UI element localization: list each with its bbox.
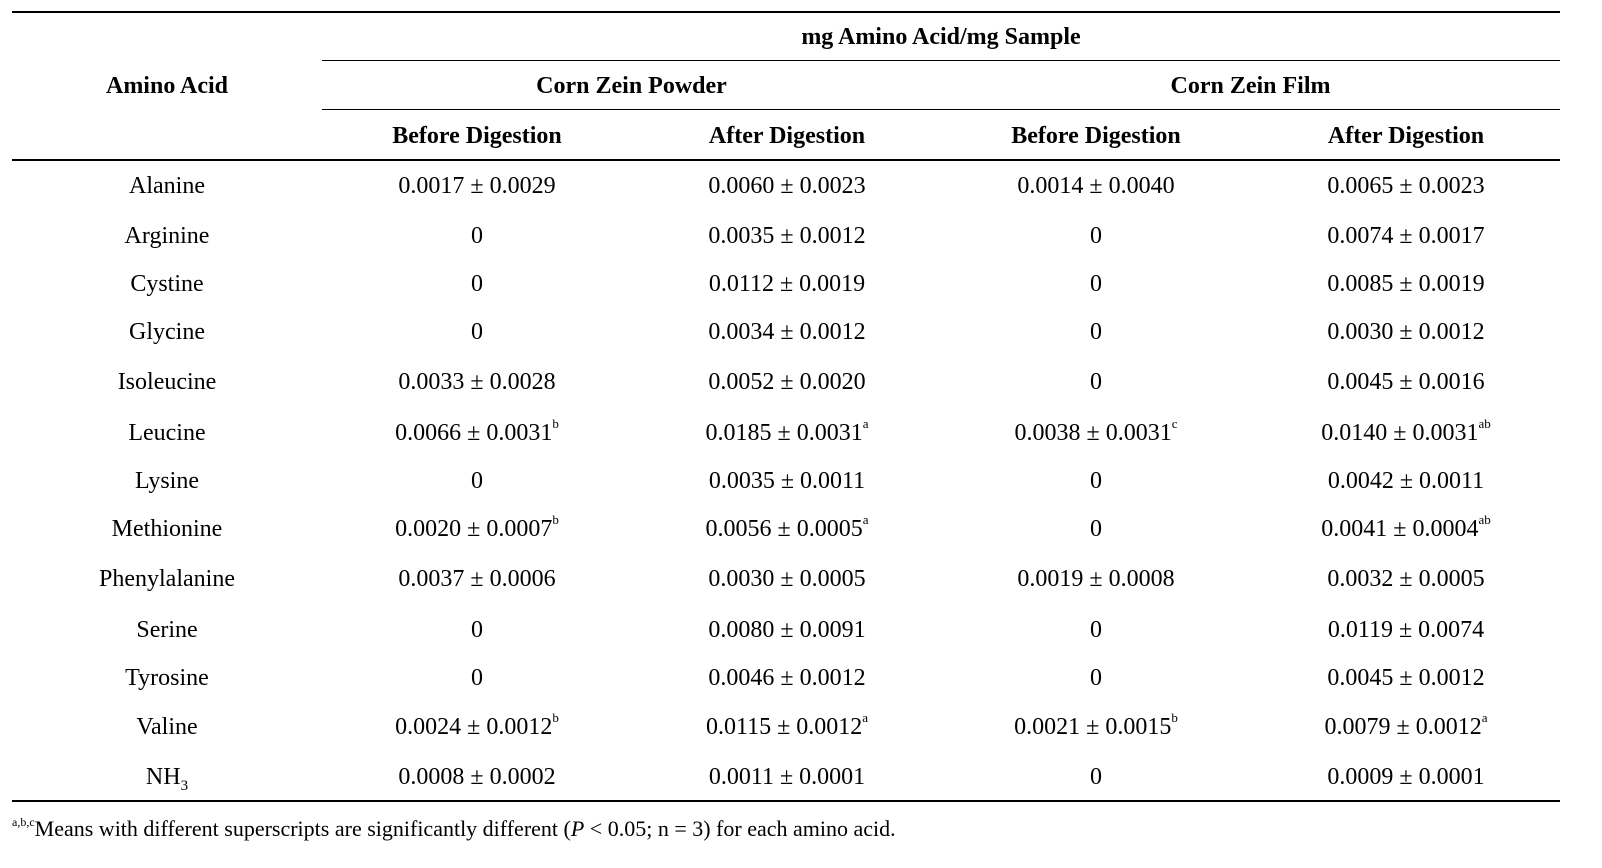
row-label — [12, 616, 322, 644]
table-cell — [322, 270, 632, 298]
cell-value: 0.0035 ± 0.0011 — [708, 468, 866, 494]
amino-acid-name: Alanine — [129, 173, 205, 199]
table-footnote — [12, 816, 896, 842]
table-cell — [322, 368, 632, 396]
table-cell — [632, 416, 942, 447]
cell-value: 0.0065 ± 0.0023 — [1327, 173, 1485, 199]
cell-value: 0.0024 ± 0.0012 — [395, 714, 553, 740]
amino-acid-name: Phenylalanine — [99, 566, 235, 592]
table-cell — [941, 467, 1251, 495]
table-cell — [322, 616, 632, 644]
table-cell — [941, 515, 1251, 543]
cell-value: 0.0045 ± 0.0016 — [1327, 369, 1485, 395]
cell-value: 0.0045 ± 0.0012 — [1327, 665, 1485, 691]
table-cell — [322, 318, 632, 346]
cell-value: 0.0033 ± 0.0028 — [398, 369, 556, 395]
cell-value: 0 — [471, 319, 483, 345]
cell-value: 0.0056 ± 0.0005 — [705, 516, 863, 542]
table-cell — [632, 710, 942, 741]
row-label — [12, 172, 322, 200]
amino-acid-name: Serine — [136, 617, 198, 643]
row-label — [12, 565, 322, 593]
table-cell — [1251, 368, 1561, 396]
cell-value: 0.0019 ± 0.0008 — [1017, 566, 1175, 592]
cell-value: 0.0034 ± 0.0012 — [708, 319, 866, 345]
amino-acid-name: Arginine — [124, 223, 210, 249]
cell-value: 0 — [1090, 617, 1102, 643]
table-cell — [1251, 172, 1561, 200]
subheader-rule — [322, 109, 1560, 110]
cell-value: 0.0038 ± 0.0031 — [1014, 420, 1172, 446]
table-cell — [322, 467, 632, 495]
cell-value: 0.0046 ± 0.0012 — [708, 665, 866, 691]
cell-value: 0.0032 ± 0.0005 — [1327, 566, 1485, 592]
table-cell — [632, 763, 942, 791]
table-cell — [322, 664, 632, 692]
cell-value: 0.0060 ± 0.0023 — [708, 173, 866, 199]
cell-value: 0.0074 ± 0.0017 — [1327, 223, 1485, 249]
table-cell — [1251, 763, 1561, 791]
row-label — [12, 368, 322, 396]
cell-value: 0 — [1090, 369, 1102, 395]
significance-superscript: ab — [1478, 512, 1491, 527]
cell-value: 0 — [471, 665, 483, 691]
amino-acid-name: Glycine — [129, 319, 205, 345]
table-cell — [1251, 467, 1561, 495]
significance-superscript: ab — [1478, 416, 1491, 431]
cell-value: 0.0080 ± 0.0091 — [708, 617, 866, 643]
cell-value: 0.0020 ± 0.0007 — [395, 516, 553, 542]
cell-value: 0 — [471, 617, 483, 643]
table-cell — [1251, 416, 1561, 447]
amino-acid-name: NH — [145, 764, 181, 790]
subheader-film-after: After Digestion — [1327, 123, 1485, 149]
group-header-film: Corn Zein Film — [1170, 73, 1331, 99]
row-label — [12, 222, 322, 250]
footnote-text-after: < 0.05; n = 3) for each amino acid. — [584, 816, 896, 841]
cell-value: 0.0119 ± 0.0074 — [1327, 617, 1485, 643]
table-cell — [1251, 222, 1561, 250]
table-cell — [941, 710, 1251, 741]
table-cell — [941, 270, 1251, 298]
table-cell — [1251, 270, 1561, 298]
cell-value: 0 — [471, 271, 483, 297]
table-cell — [632, 172, 942, 200]
cell-value: 0 — [1090, 319, 1102, 345]
table-cell — [1251, 318, 1561, 346]
amino-acid-name: Valine — [136, 714, 198, 740]
table-cell — [1251, 565, 1561, 593]
cell-value: 0.0011 ± 0.0001 — [708, 764, 866, 790]
table-cell — [941, 172, 1251, 200]
significance-superscript: c — [1171, 416, 1178, 431]
table-cell — [322, 512, 632, 543]
table-cell — [1251, 664, 1561, 692]
cell-value: 0 — [1090, 223, 1102, 249]
significance-superscript: b — [1171, 710, 1178, 725]
footnote-superscripts: a,b,c — [12, 814, 35, 829]
amino-acid-name: Cystine — [130, 271, 204, 297]
table-cell — [1251, 512, 1561, 543]
amino-acid-name: Lysine — [135, 468, 199, 494]
row-label — [12, 270, 322, 298]
significance-superscript: b — [552, 512, 559, 527]
group-rule — [322, 60, 1560, 61]
significance-superscript: a — [862, 710, 869, 725]
table-cell — [322, 763, 632, 791]
amino-acid-name: Methionine — [111, 516, 223, 542]
table-cell — [941, 664, 1251, 692]
table-cell — [632, 270, 942, 298]
bottom-rule — [12, 800, 1560, 802]
table-cell — [941, 763, 1251, 791]
amino-acid-subscript: 3 — [180, 777, 189, 794]
cell-value: 0 — [1090, 468, 1102, 494]
cell-value: 0.0041 ± 0.0004 — [1321, 516, 1479, 542]
table-cell — [941, 616, 1251, 644]
cell-value: 0.0014 ± 0.0040 — [1017, 173, 1175, 199]
cell-value: 0 — [471, 468, 483, 494]
table-cell — [941, 368, 1251, 396]
cell-value: 0.0021 ± 0.0015 — [1014, 714, 1172, 740]
significance-superscript: b — [552, 416, 559, 431]
amino-acid-name: Isoleucine — [117, 369, 217, 395]
cell-value: 0.0079 ± 0.0012 — [1324, 714, 1482, 740]
footnote-text-before: Means with different superscripts are significantly different ( — [34, 816, 571, 841]
cell-value: 0.0112 ± 0.0019 — [708, 271, 866, 297]
table-cell — [322, 172, 632, 200]
cell-value: 0.0085 ± 0.0019 — [1327, 271, 1485, 297]
table-cell — [941, 222, 1251, 250]
cell-value: 0.0052 ± 0.0020 — [708, 369, 866, 395]
cell-value: 0.0030 ± 0.0005 — [708, 566, 866, 592]
row-label — [12, 713, 322, 741]
table-cell — [941, 565, 1251, 593]
cell-value: 0 — [1090, 516, 1102, 542]
span-header: mg Amino Acid/mg Sample — [801, 24, 1081, 50]
cell-value: 0.0017 ± 0.0029 — [398, 173, 556, 199]
cell-value: 0.0115 ± 0.0012 — [705, 714, 863, 740]
table-cell — [941, 318, 1251, 346]
table-cell — [632, 616, 942, 644]
significance-superscript: a — [862, 416, 869, 431]
table-cell — [632, 467, 942, 495]
cell-value: 0.0008 ± 0.0002 — [398, 764, 556, 790]
cell-value: 0.0140 ± 0.0031 — [1321, 420, 1479, 446]
cell-value: 0.0042 ± 0.0011 — [1327, 468, 1485, 494]
cell-value: 0 — [1090, 271, 1102, 297]
cell-value: 0.0009 ± 0.0001 — [1327, 764, 1485, 790]
row-label — [12, 664, 322, 692]
significance-superscript: b — [552, 710, 559, 725]
subheader-powder-after: After Digestion — [708, 123, 866, 149]
cell-value: 0.0185 ± 0.0031 — [705, 420, 863, 446]
row-label — [12, 763, 322, 794]
cell-value: 0 — [1090, 665, 1102, 691]
table-cell — [632, 565, 942, 593]
table-cell — [1251, 616, 1561, 644]
subheader-powder-before: Before Digestion — [392, 123, 562, 149]
table-cell — [322, 565, 632, 593]
group-header-powder: Corn Zein Powder — [536, 73, 727, 99]
subheader-film-before: Before Digestion — [1011, 123, 1181, 149]
table-cell — [632, 368, 942, 396]
table-cell — [1251, 710, 1561, 741]
significance-superscript: a — [1481, 710, 1488, 725]
cell-value: 0.0066 ± 0.0031 — [395, 420, 553, 446]
amino-acid-name: Leucine — [128, 420, 206, 446]
table-cell — [941, 416, 1251, 447]
cell-value: 0 — [471, 223, 483, 249]
table-cell — [632, 318, 942, 346]
cell-value: 0.0037 ± 0.0006 — [398, 566, 556, 592]
table-cell — [632, 222, 942, 250]
table-cell — [632, 512, 942, 543]
row-label — [12, 318, 322, 346]
footnote-p-symbol: P — [570, 816, 585, 841]
cell-value: 0.0035 ± 0.0012 — [708, 223, 866, 249]
cell-value: 0.0030 ± 0.0012 — [1327, 319, 1485, 345]
table-cell — [322, 416, 632, 447]
row-label — [12, 515, 322, 543]
row-label — [12, 419, 322, 447]
top-rule — [12, 11, 1560, 13]
cell-value: 0 — [1090, 764, 1102, 790]
amino-acid-name: Tyrosine — [125, 665, 209, 691]
table-cell — [322, 710, 632, 741]
row-label — [12, 467, 322, 495]
table-cell — [632, 664, 942, 692]
table-cell — [322, 222, 632, 250]
significance-superscript: a — [862, 512, 869, 527]
row-header: Amino Acid — [105, 73, 228, 99]
header-bottom-rule — [12, 159, 1560, 161]
